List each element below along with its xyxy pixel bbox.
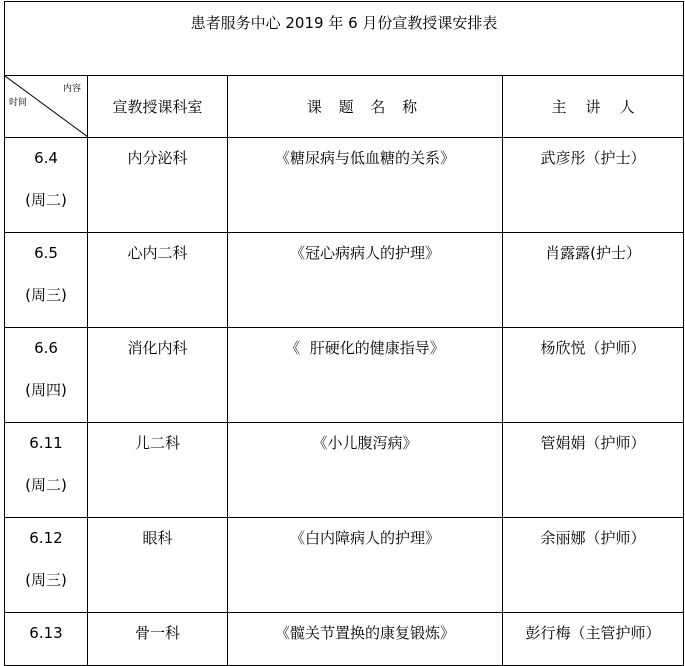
table-row (5, 518, 684, 613)
department-cell: 内分泌科 (88, 138, 228, 233)
speaker-cell: 肖露露(护士） (503, 233, 684, 328)
department-cell: 骨一科 (88, 613, 228, 666)
table-row (5, 613, 684, 666)
date-label: 6.13 (29, 624, 63, 642)
speaker-header: 主 讲 人 (503, 76, 684, 138)
department-header: 宣教授课科室 (88, 76, 228, 138)
speaker-cell: 彭行梅（主管护师） (503, 613, 684, 666)
weekday-label: (周四) (25, 381, 67, 399)
date-label: 6.12 (29, 529, 63, 547)
weekday-label: (周三) (25, 571, 67, 589)
topic-cell: 《冠心病病人的护理》 (228, 233, 503, 328)
table-row (5, 233, 684, 328)
table-row (5, 328, 684, 423)
speaker-cell: 余丽娜（护师） (503, 518, 684, 613)
date-cell (5, 423, 88, 518)
date-cell (5, 613, 88, 666)
topic-cell: 《白内障病人的护理》 (228, 518, 503, 613)
department-cell: 眼科 (88, 518, 228, 613)
schedule-table (4, 1, 684, 666)
table-row (5, 423, 684, 518)
date-cell (5, 233, 88, 328)
speaker-cell: 武彦彤（护士） (503, 138, 684, 233)
topic-header: 课 题 名 称 (228, 76, 503, 138)
department-cell: 儿二科 (88, 423, 228, 518)
weekday-label: (周三) (25, 286, 67, 304)
diagonal-header-cell (5, 76, 88, 138)
table-title: 患者服务中心 2019 年 6 月份宣教授课安排表 (5, 2, 684, 76)
table-row (5, 138, 684, 233)
content-axis-label: 内容 (62, 84, 81, 94)
date-label: 6.5 (34, 244, 58, 262)
topic-cell: 《糖尿病与低血糖的关系》 (228, 138, 503, 233)
time-axis-label: 时间 (9, 98, 28, 108)
date-cell (5, 328, 88, 423)
date-label: 6.11 (29, 434, 63, 452)
weekday-label: (周二) (25, 191, 67, 209)
date-label: 6.4 (34, 149, 58, 167)
speaker-cell: 杨欣悦（护师） (503, 328, 684, 423)
topic-cell: 《小儿腹泻病》 (228, 423, 503, 518)
department-cell: 消化内科 (88, 328, 228, 423)
topic-cell: 《髋关节置换的康复锻炼》 (228, 613, 503, 666)
date-cell (5, 518, 88, 613)
topic-cell: 《 肝硬化的健康指导》 (228, 328, 503, 423)
weekday-label: (周二) (25, 476, 67, 494)
department-cell: 心内二科 (88, 233, 228, 328)
speaker-cell: 管娟娟（护师） (503, 423, 684, 518)
date-label: 6.6 (34, 339, 58, 357)
header-row (5, 76, 684, 138)
date-cell (5, 138, 88, 233)
